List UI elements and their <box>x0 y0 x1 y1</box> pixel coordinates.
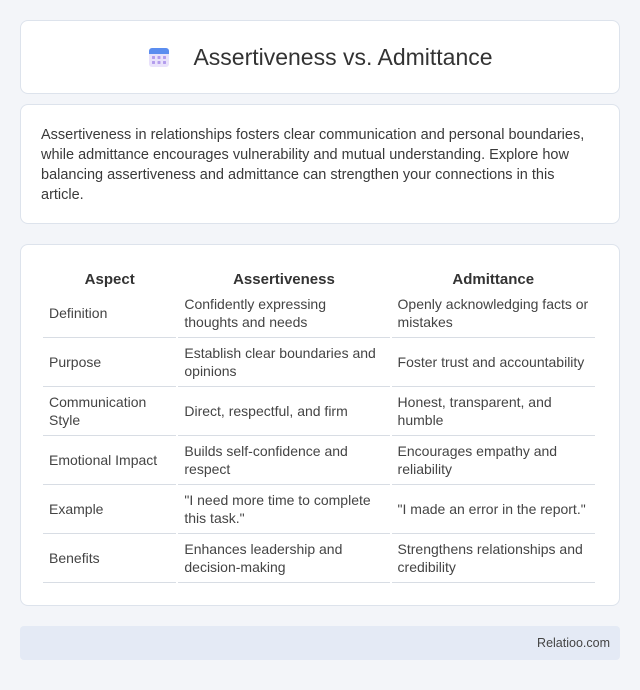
table-row <box>43 338 595 387</box>
table-row <box>43 485 595 534</box>
calendar-icon <box>147 45 171 69</box>
table-row <box>43 436 595 485</box>
row-assertiveness: Direct, respectful, and firm <box>178 387 389 436</box>
table-header-row <box>43 265 595 289</box>
row-assertiveness: Establish clear boundaries and opinions <box>178 338 389 387</box>
row-aspect: Example <box>43 485 176 534</box>
row-admittance: Encourages empathy and reliability <box>392 436 595 485</box>
row-aspect: Emotional Impact <box>43 436 176 485</box>
row-assertiveness: Confidently expressing thoughts and needs <box>178 289 389 338</box>
intro-text: Assertiveness in relationships fosters clear communication and personal boundaries, while admittance encourages vulnerability and mutual understanding. Explore how balancing assertiveness and admittance can strengthen your connections in this article. <box>41 127 585 203</box>
footer-bar <box>20 626 620 660</box>
row-assertiveness: Builds self-confidence and respect <box>178 436 389 485</box>
header-assertiveness: Assertiveness <box>233 271 335 288</box>
table-row <box>43 289 595 338</box>
header-admittance: Admittance <box>452 271 535 288</box>
row-aspect: Purpose <box>43 338 176 387</box>
comparison-table-card <box>20 244 620 606</box>
table-row <box>43 534 595 583</box>
row-admittance: Openly acknowledging facts or mistakes <box>392 289 595 338</box>
row-admittance: "I made an error in the report." <box>392 485 595 534</box>
header-aspect: Aspect <box>84 271 135 288</box>
row-admittance: Foster trust and accountability <box>392 338 595 387</box>
row-admittance: Honest, transparent, and humble <box>392 387 595 436</box>
footer-brand: Relatioo.com <box>537 636 610 650</box>
comparison-table <box>41 265 597 583</box>
row-assertiveness: Enhances leadership and decision-making <box>178 534 389 583</box>
title-card <box>20 20 620 94</box>
row-aspect: Benefits <box>43 534 176 583</box>
page-title: Assertiveness vs. Admittance <box>193 43 493 70</box>
row-assertiveness: "I need more time to complete this task." <box>178 485 389 534</box>
intro-card <box>20 104 620 224</box>
row-admittance: Strengthens relationships and credibility <box>392 534 595 583</box>
table-row <box>43 387 595 436</box>
row-aspect: Definition <box>43 289 176 338</box>
row-aspect: Communication Style <box>43 387 176 436</box>
